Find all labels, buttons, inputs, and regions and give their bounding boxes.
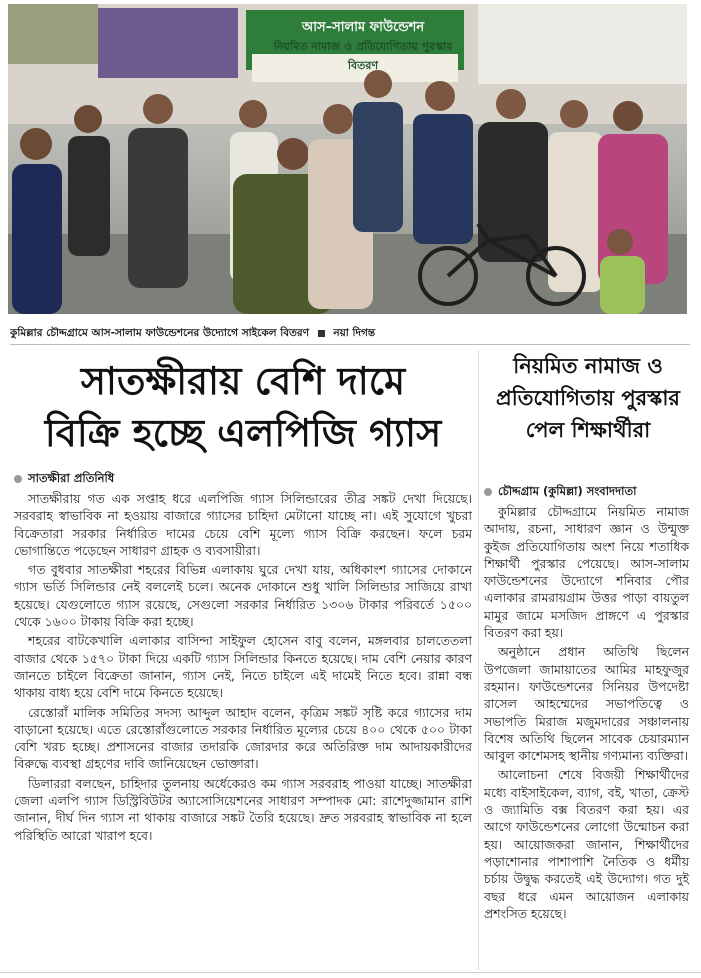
banner-title: আস–সালাম ফাউন্ডেশন bbox=[301, 20, 425, 35]
main-byline bbox=[14, 470, 114, 489]
side-headline bbox=[488, 350, 688, 446]
column-divider bbox=[478, 350, 479, 970]
bullet-icon bbox=[14, 475, 22, 483]
side-headline-line-2: প্রতিযোগিতায় পুরস্কার bbox=[496, 386, 680, 410]
main-paragraph: গত বুধবার সাতক্ষীরা শহরের বিভিন্ন এলাকায় ঘুরে দেখা যায়, অধিকাংশ গ্যাসের দোকানে গ্যাস ভর্তি সিলিন্ডার নেই বললেই চলে। অনেক দোকানে শুধু খালি সিলিন্ডার সাজিয়ে রাখা হয়েছে। যেগুলোতে গ্যাস রয়েছে, সেগুলো সরকার নির্ধারিত ১৩০৬ টাকার পরিবর্তে ১৫০০ থেকে ১৬০০ টাকায় বিক্রি করা হচ্ছে। bbox=[14, 562, 472, 630]
side-headline-line-3: পেল শিক্ষার্থীরা bbox=[525, 418, 651, 442]
side-paragraph: অনুষ্ঠানে প্রধান অতিথি ছিলেন উপজেলা জামায়াতের আমির মাহফুজুর রহমান। ফাউন্ডেশনের সিনিয়র উপদেষ্টা রাসেল আহম্মেদের সভাপতিত্বে ও সভাপতি মিরাজ মজুমদারের সঞ্চালনায় বিশেষ অতিথি ছিলেন সাবেক চেয়ারম্যান আবুল কাশেমসহ স্থানীয় গণ্যমান্য ব্যক্তিরা। bbox=[484, 644, 689, 764]
side-headline-line-1: নিয়মিত নামাজ ও bbox=[513, 354, 663, 378]
main-byline-text: সাতক্ষীরা প্রতিনিধি bbox=[28, 471, 115, 485]
main-article-body bbox=[14, 490, 472, 846]
main-paragraph: সাতক্ষীরায় গত এক সপ্তাহ ধরে এলপিজি গ্যাস সিলিন্ডারের তীব্র সঙ্কট দেখা দিয়েছে। সরবরাহ স্বাভাবিক না হওয়ায় বাজারে গ্যাসের চাহিদা মেটানো যাচ্ছে না। এই সুযোগে খুচরা বিক্রেতারা সরকার নির্ধারিত দামের চেয়ে বেশি মূল্যে গ্যাস বিক্রি করছেন। ফলে চরম ভোগান্তিতে পড়েছেন সাধারণ গ্রাহক ও ব্যবসায়ীরা। bbox=[14, 491, 472, 558]
bottom-rule bbox=[0, 972, 701, 973]
photo-caption bbox=[10, 322, 690, 345]
side-byline bbox=[484, 483, 636, 502]
side-paragraph: আলোচনা শেষে বিজয়ী শিক্ষার্থীদের মধ্যে বাইসাইকেল, ব্যাগ, বই, খাতা, ক্রেস্ট ও জ্যামিতি বক্স বিতরণ করা হয়। এর আগে ফাউন্ডেশনের লোগো উন্মোচন করা হয়। আয়োজকরা জানান, শিক্ষার্থীদের পড়াশোনার পাশাপাশি নৈতিক ও ধর্মীয় চর্চায় উদ্বুদ্ধ করতেই এই উদ্যোগ। গত দুই বছর ধরে এমন আয়োজন এলাকায় প্রশংসিত হয়েছে। bbox=[484, 767, 689, 921]
caption-text: কুমিল্লার চৌদ্দগ্রামে আস-সালাম ফাউন্ডেশনের উদ্যোগে সাইকেল বিতরণ bbox=[10, 327, 310, 339]
news-photo bbox=[8, 4, 687, 314]
side-paragraph: কুমিল্লার চৌদ্দগ্রামে নিয়মিত নামাজ আদায়, রচনা, সাধারণ জ্ঞান ও উন্মুক্ত কুইজ প্রতিযোগিতায় অংশ নিয়ে শতাধিক শিক্ষার্থী পুরস্কার পেয়েছে। আস-সালাম ফাউন্ডেশনের উদ্যোগে শনিবার পৌর এলাকার রামরায়গ্রাম উত্তর পাড়া বায়তুল মামুর জামে মসজিদ প্রাঙ্গণে এ পুরস্কার বিতরণ করা হয়। bbox=[484, 504, 689, 641]
main-headline-line-2: বিক্রি হচ্ছে এলপিজি গ্যাস bbox=[44, 411, 442, 455]
side-article-body bbox=[484, 503, 689, 924]
main-paragraph: রেস্তোরাঁ মালিক সমিতির সদস্য আব্দুল আহাদ বলেন, কৃত্রিম সঙ্কট সৃষ্টি করে গ্যাসের দাম বাড়ানো হয়েছে। এতে রেস্তোরাঁগুলোতে সরকার নির্ধারিত মূল্যের চেয়ে ৪০০ থেকে ৫০০ টাকা বেশি খরচ হচ্ছে। প্রশাসনের বাজার তদারকি জোরদার করে অতিরিক্ত দাম আদায়কারীদের বিরুদ্ধে ব্যবস্থা গ্রহণের দাবি জানিয়েছেন ভোক্তারা। bbox=[14, 704, 472, 772]
side-byline-text: চৌদ্দগ্রাম (কুমিল্লা) সংবাদদাতা bbox=[498, 484, 637, 498]
banner-subtitle: নিয়মিত নামাজ ও প্রতিযোগিতায় পুরস্কার বিতরণ bbox=[273, 40, 453, 72]
bullet-icon bbox=[484, 488, 492, 496]
main-headline-line-1: সাতক্ষীরায় বেশি দামে bbox=[80, 359, 406, 403]
caption-credit: নয়া দিগন্ত bbox=[333, 327, 376, 339]
main-paragraph: ডিলাররা বলছেন, চাহিদার তুলনায় অর্ধেকেরও কম গ্যাস সরবরাহ পাওয়া যাচ্ছে। সাতক্ষীরা জেলা এলপি গ্যাস ডিস্ট্রিবিউটর অ্যাসোসিয়েশনের সাধারণ সম্পাদক মো: রাশেদুজ্জামান রাশি জানান, দীর্ঘ দিন গ্যাস না থাকায় বাজারে সঙ্কট তৈরি হয়েছে। দ্রুত সরবরাহ স্বাভাবিক না হলে পরিস্থিতি আরো খারাপ হবে। bbox=[14, 775, 472, 843]
main-paragraph: শহরের বাটকেখালি এলাকার বাসিন্দা সাইফুল হোসেন বাবু বলেন, মঙ্গলবার চালতেতলা বাজার থেকে ১৫৭০ টাকা দিয়ে একটি গ্যাস সিলিন্ডার কিনতে হয়েছে। দাম বেশি নেয়ার কারণ জানতে চাইলে বিক্রেতা জানান, গ্যাস নেই, নিতে চাইলে এই দামেই নিতে হবে। রান্না বন্ধ থাকায় বাধ্য হয়ে বেশি দামে কিনতে হয়েছে। bbox=[14, 633, 472, 701]
main-headline bbox=[12, 355, 474, 459]
caption-separator-square bbox=[318, 330, 325, 337]
